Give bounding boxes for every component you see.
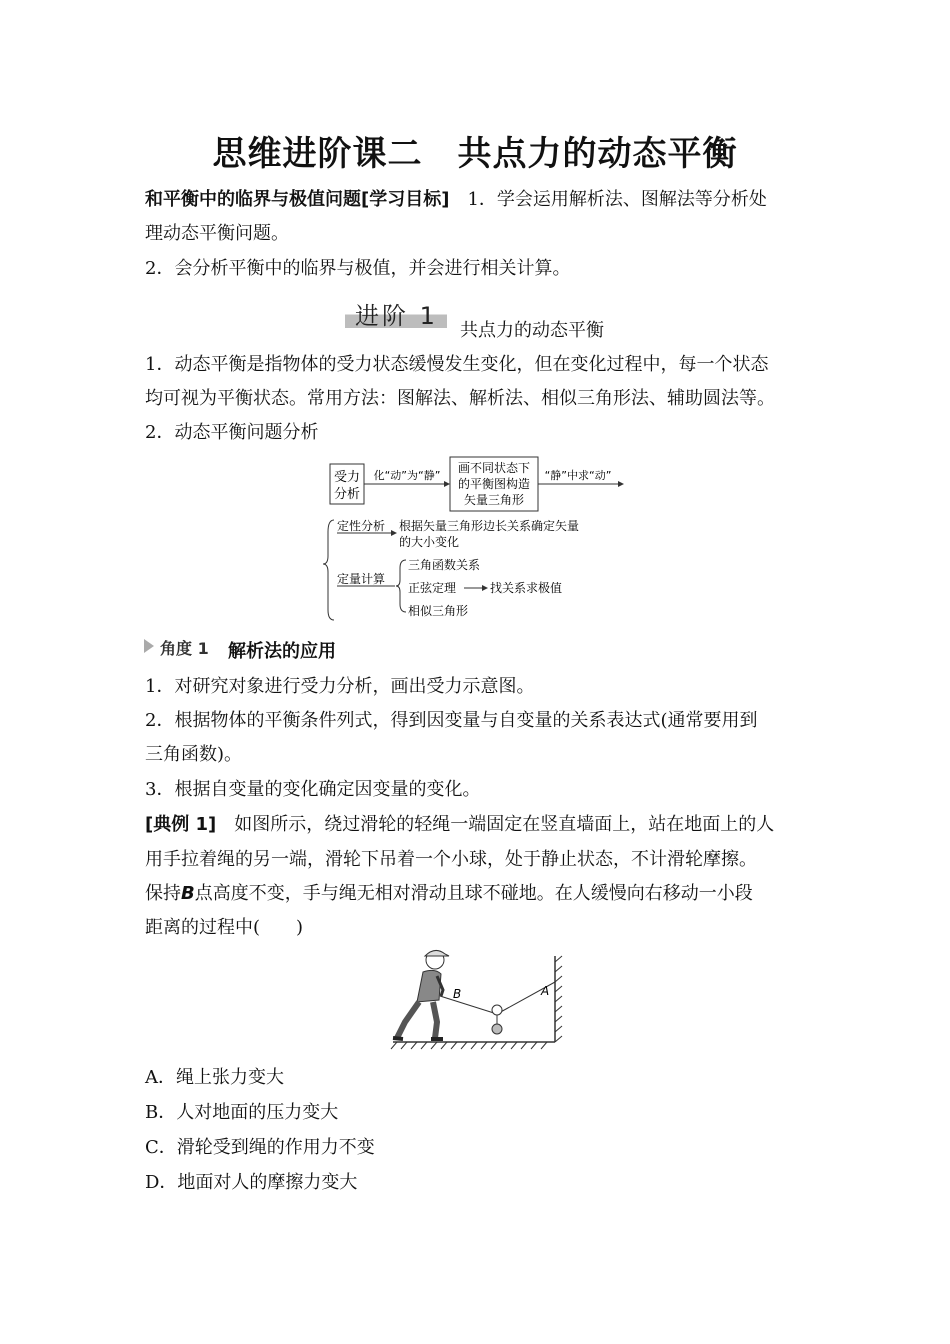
flow-arrowhead-1 — [444, 481, 450, 487]
flow-qual-label: 定性分析 — [337, 519, 386, 533]
section-badge — [345, 298, 447, 328]
angle-triangle-icon — [143, 638, 155, 654]
flow-quant-arrowhead — [482, 585, 488, 591]
option-d[interactable]: D．地面对人的摩擦力变大 — [145, 1172, 358, 1193]
option-c[interactable]: C．滑轮受到绳的作用力不变 — [145, 1137, 375, 1158]
flow-box1-line1: 受力 — [333, 470, 361, 485]
example-line-2: 用手拉着绳的另一端，滑轮下吊着一个小球，处于静止状态，不计滑轮摩擦。 — [145, 849, 757, 870]
option-a[interactable]: A．绳上张力变大 — [145, 1067, 284, 1088]
flow-box2-line2: 的平衡图构造 — [457, 477, 531, 491]
ground-hatching — [391, 1042, 547, 1049]
option-b[interactable]: B．人对地面的压力变大 — [145, 1102, 339, 1123]
angle-title: 解析法的应用 — [228, 641, 336, 662]
badge-label: 进阶 1 — [355, 302, 438, 330]
flow-quant-item-1: 三角函数关系 — [408, 558, 481, 572]
angle-step-1: 1．对研究对象进行受力分析，画出受力示意图。 — [145, 676, 535, 697]
flow-quant-label: 定量计算 — [337, 572, 386, 586]
page-title: 思维进阶课二 共点力的动态平衡 — [212, 134, 738, 174]
angle-step-3: 3．根据自变量的变化确定因变量的变化。 — [145, 779, 481, 800]
flow-box1-line2: 分析 — [333, 487, 361, 502]
pulley-figure — [385, 942, 565, 1054]
example-tag: [典例 1] — [145, 814, 217, 835]
example-line-1 — [145, 810, 774, 836]
figure-label-a: A — [541, 984, 550, 998]
angle-step-2-line1: 2．根据物体的平衡条件列式，得到因变量与自变量的关系表达式(通常要用到 — [145, 710, 758, 731]
flow-box2-line1: 画不同状态下 — [457, 461, 531, 475]
section-p1-line2: 均可视为平衡状态。常用方法：图解法、解析法、相似三角形法、辅助圆法等。 — [145, 388, 775, 409]
flow-arrow1-label: 化“动”为“静” — [373, 469, 441, 482]
intro-bold-heading: 和平衡中的临界与极值问题[学习目标] — [145, 189, 450, 210]
angle-step-2-line2: 三角函数)。 — [145, 744, 243, 765]
section-p2: 2．动态平衡问题分析 — [145, 422, 319, 443]
flow-quant-item-2: 正弦定理 — [408, 581, 457, 595]
person-left-shoe — [393, 1038, 403, 1039]
flow-outer-brace — [323, 520, 334, 620]
example-text-3b: 点高度不变，手与绳无相对滑动且球不碰地。在人缓慢向右移动一小段 — [194, 883, 753, 904]
intro-objective-1: 1．学会运用解析法、图解法等分析处 — [449, 189, 767, 210]
person-left-leg — [397, 1002, 419, 1038]
flow-quant-item-2-result: 找关系求极值 — [490, 581, 563, 595]
person-torso — [417, 970, 441, 1002]
intro-line-1 — [145, 185, 767, 211]
figure-label-b: B — [453, 987, 462, 1001]
person-cap — [425, 950, 449, 956]
section-title: 共点力的动态平衡 — [460, 320, 604, 341]
point-b-label: B — [181, 883, 195, 904]
flow-qual-text-1: 根据矢量三角形边长关系确定矢量 — [399, 519, 580, 533]
flow-arrow2-label: “静”中求“动” — [544, 469, 612, 482]
flowchart — [320, 452, 630, 624]
flow-qual-arrowhead — [391, 530, 397, 536]
flow-box2-line3: 矢量三角形 — [463, 493, 525, 507]
section-p1-line1: 1．动态平衡是指物体的受力状态缓慢发生变化，但在变化过程中，每一个状态 — [145, 354, 769, 375]
angle-label: 角度 1 — [160, 639, 209, 658]
flow-arrowhead-2 — [618, 481, 624, 487]
flow-quant-item-3: 相似三角形 — [408, 604, 469, 618]
flow-qual-text-2: 的大小变化 — [399, 535, 460, 549]
rope-left — [440, 996, 497, 1014]
flow-inner-brace — [396, 560, 406, 612]
example-line-4: 距离的过程中( ) — [145, 917, 304, 938]
pulley — [492, 1005, 502, 1015]
example-text-3a: 保持 — [145, 883, 181, 904]
intro-line-2: 理动态平衡问题。 — [145, 223, 289, 244]
example-line-3 — [145, 879, 753, 905]
person-right-leg — [433, 1002, 437, 1038]
wall-hatching — [555, 956, 562, 1042]
ball — [492, 1024, 502, 1034]
person — [393, 950, 449, 1039]
example-text-1: 如图所示，绕过滑轮的轻绳一端固定在竖直墙面上，站在地面上的人 — [216, 814, 775, 835]
intro-objective-2: 2．会分析平衡中的临界与极值，并会进行相关计算。 — [145, 258, 571, 279]
